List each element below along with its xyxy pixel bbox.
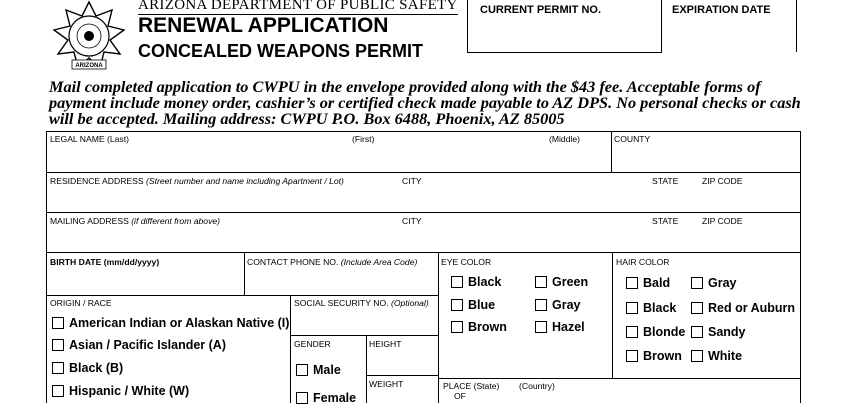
gender-label: GENDER [294, 339, 331, 349]
checkbox[interactable] [52, 339, 64, 351]
legal-name-label: LEGAL NAME (Last) [50, 134, 129, 144]
mailing-state-label: STATE [652, 216, 679, 226]
origin-race-label: ORIGIN / RACE [50, 298, 112, 308]
checkbox[interactable] [691, 277, 703, 289]
checkbox[interactable] [52, 317, 64, 329]
checkbox[interactable] [52, 362, 64, 374]
race-option-asian[interactable]: Asian / Pacific Islander (A) [52, 338, 226, 352]
hair-color-label: HAIR COLOR [616, 257, 670, 267]
hair-option-sandy[interactable]: Sandy [691, 325, 746, 339]
expiration-date-label: EXPIRATION DATE [672, 4, 771, 16]
ssn-label: SOCIAL SECURITY NO. (Optional) [294, 298, 429, 308]
current-permit-field[interactable] [467, 0, 662, 53]
county-label: COUNTY [614, 134, 651, 144]
middle-name-label: (Middle) [549, 134, 581, 144]
hair-option-red-or-auburn[interactable]: Red or Auburn [691, 301, 795, 315]
race-option-hispanic-white[interactable]: Hispanic / White (W) [52, 384, 189, 398]
eye-option-hazel[interactable]: Hazel [535, 320, 585, 334]
hair-option-gray[interactable]: Gray [691, 276, 737, 290]
place-of-label-2: OF [454, 391, 466, 401]
race-option-black[interactable]: Black (B) [52, 361, 123, 375]
dps-badge-logo [46, 0, 132, 74]
gender-option-male[interactable]: Male [296, 363, 341, 377]
checkbox[interactable] [626, 350, 638, 362]
mailing-address-label: MAILING ADDRESS (if different from above) [50, 216, 221, 226]
form-title: RENEWAL APPLICATION [138, 14, 389, 37]
residence-zip-label: ZIP CODE [702, 176, 743, 186]
contact-phone-label: CONTACT PHONE NO. (Include Area Code) [247, 257, 418, 267]
department-name: ARIZONA DEPARTMENT OF PUBLIC SAFETY [138, 0, 458, 15]
race-option-american-indian[interactable]: American Indian or Alaskan Native (I) [52, 316, 289, 330]
checkbox[interactable] [691, 302, 703, 314]
eye-option-gray[interactable]: Gray [535, 298, 581, 312]
checkbox[interactable] [451, 276, 463, 288]
checkbox[interactable] [626, 302, 638, 314]
checkbox[interactable] [535, 321, 547, 333]
checkbox[interactable] [691, 326, 703, 338]
svg-text:ARIZONA: ARIZONA [75, 63, 103, 69]
gender-option-female[interactable]: Female [296, 391, 356, 405]
residence-address-label: RESIDENCE ADDRESS (Street number and name including Apartment / Lot) [50, 176, 344, 186]
residence-state-label: STATE [652, 176, 679, 186]
eye-option-blue[interactable]: Blue [451, 298, 495, 312]
birth-date-label: BIRTH DATE (mm/dd/yyyy) [50, 257, 160, 267]
hair-option-blonde[interactable]: Blonde [626, 325, 685, 339]
hair-option-brown[interactable]: Brown [626, 349, 682, 363]
place-country-label: (Country) [519, 381, 555, 391]
mailing-city-label: CITY [402, 216, 422, 226]
checkbox[interactable] [626, 326, 638, 338]
hair-option-black[interactable]: Black [626, 301, 676, 315]
current-permit-label: CURRENT PERMIT NO. [480, 4, 601, 16]
hair-option-bald[interactable]: Bald [626, 276, 670, 290]
checkbox[interactable] [691, 350, 703, 362]
checkbox[interactable] [451, 321, 463, 333]
checkbox[interactable] [52, 385, 64, 397]
eye-color-label: EYE COLOR [441, 257, 492, 267]
form-subtitle: CONCEALED WEAPONS PERMIT [138, 41, 424, 61]
checkbox[interactable] [296, 364, 308, 376]
eye-option-green[interactable]: Green [535, 275, 588, 289]
hair-option-white[interactable]: White [691, 349, 742, 363]
mailing-instructions: Mail completed application to CWPU in the envelope provided along with the $43 fee. Acceptable forms of payment include money order, cashier’s or certified check made payable to AZ DPS. No personal checks or cash will be accepted. Mailing address: CWPU P.O. Box 6488, Phoenix, AZ 85005 [49, 77, 801, 128]
checkbox[interactable] [535, 299, 547, 311]
expiration-date-field[interactable] [660, 0, 797, 52]
weight-label: WEIGHT [369, 379, 404, 389]
place-of-birth-label: PLACE (State) [443, 381, 500, 391]
height-label: HEIGHT [369, 339, 402, 349]
checkbox[interactable] [451, 299, 463, 311]
mailing-zip-label: ZIP CODE [702, 216, 743, 226]
checkbox[interactable] [626, 277, 638, 289]
residence-city-label: CITY [402, 176, 422, 186]
eye-option-brown[interactable]: Brown [451, 320, 507, 334]
first-name-label: (First) [352, 134, 375, 144]
checkbox[interactable] [535, 276, 547, 288]
eye-option-black[interactable]: Black [451, 275, 501, 289]
checkbox[interactable] [296, 392, 308, 404]
